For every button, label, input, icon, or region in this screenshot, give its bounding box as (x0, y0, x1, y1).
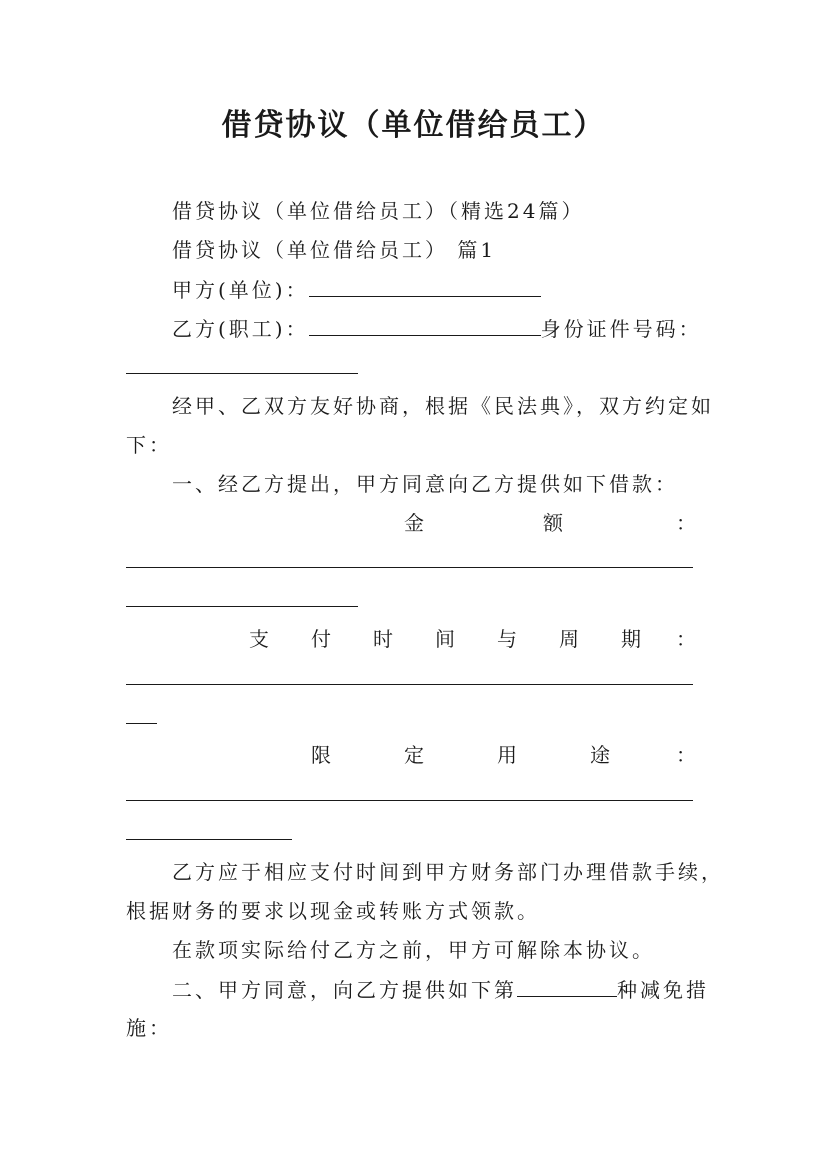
paragraph-termination: 在款项实际给付乙方之前，甲方可解除本协议。 (172, 938, 655, 962)
usage-char-1: 限 (311, 743, 331, 767)
amount-char-2: 额 (543, 511, 563, 535)
relief-suffix: 种减免措 (617, 978, 709, 1002)
usage-blank-line1[interactable] (126, 800, 693, 801)
paragraph-procedure-line1: 乙方应于相应支付时间到甲方财务部门办理借款手续， (172, 860, 724, 884)
paragraph-relief-line1 (172, 978, 709, 1001)
usage-colon: ： (676, 743, 696, 767)
period-colon: ： (676, 627, 696, 651)
paragraph-loan-offer: 一、经乙方提出，甲方同意向乙方提供如下借款： (172, 472, 678, 496)
paragraph-section-heading: 借贷协议（单位借给员工） 篇1 (172, 238, 497, 262)
id-number-blank[interactable] (126, 373, 358, 374)
paragraph-procedure-line2: 根据财务的要求以现金或转账方式领款。 (126, 899, 540, 923)
usage-char-4: 途 (590, 743, 610, 767)
party-b-label: 乙方(职工)： (172, 317, 309, 341)
relief-number-blank[interactable] (517, 978, 617, 997)
usage-char-3: 用 (497, 743, 517, 767)
usage-char-2: 定 (404, 743, 424, 767)
amount-blank-line1[interactable] (126, 567, 693, 568)
period-char-4: 间 (435, 627, 455, 651)
period-char-2: 付 (311, 627, 331, 651)
paragraph-intro: 借贷协议（单位借给员工）（精选24篇） (172, 199, 585, 223)
period-char-1: 支 (249, 627, 269, 651)
paragraph-agreement-line1: 经甲、乙双方友好协商，根据《民法典》，双方约定如 (172, 394, 714, 418)
id-number-label: 身份证件号码： (540, 317, 702, 341)
period-blank-line1[interactable] (126, 684, 693, 685)
party-b-line (172, 317, 702, 340)
period-char-7: 期 (621, 627, 641, 651)
document-title: 借贷协议（单位借给员工） (221, 108, 606, 143)
period-char-5: 与 (497, 627, 517, 651)
party-b-blank[interactable] (309, 317, 541, 336)
paragraph-relief-line2: 施： (126, 1016, 172, 1040)
relief-prefix: 二、甲方同意，向乙方提供如下第 (172, 978, 517, 1002)
party-a-label: 甲方(单位)： (172, 278, 309, 302)
period-blank-line2[interactable] (126, 723, 157, 724)
period-char-6: 周 (559, 627, 579, 651)
party-a-line (172, 278, 541, 301)
amount-colon: ： (676, 511, 696, 535)
period-char-3: 时 (373, 627, 393, 651)
amount-blank-line2[interactable] (126, 606, 358, 607)
party-a-blank[interactable] (309, 278, 541, 297)
amount-char-1: 金 (404, 511, 424, 535)
paragraph-agreement-line2: 下： (126, 433, 172, 457)
usage-blank-line2[interactable] (126, 839, 292, 840)
